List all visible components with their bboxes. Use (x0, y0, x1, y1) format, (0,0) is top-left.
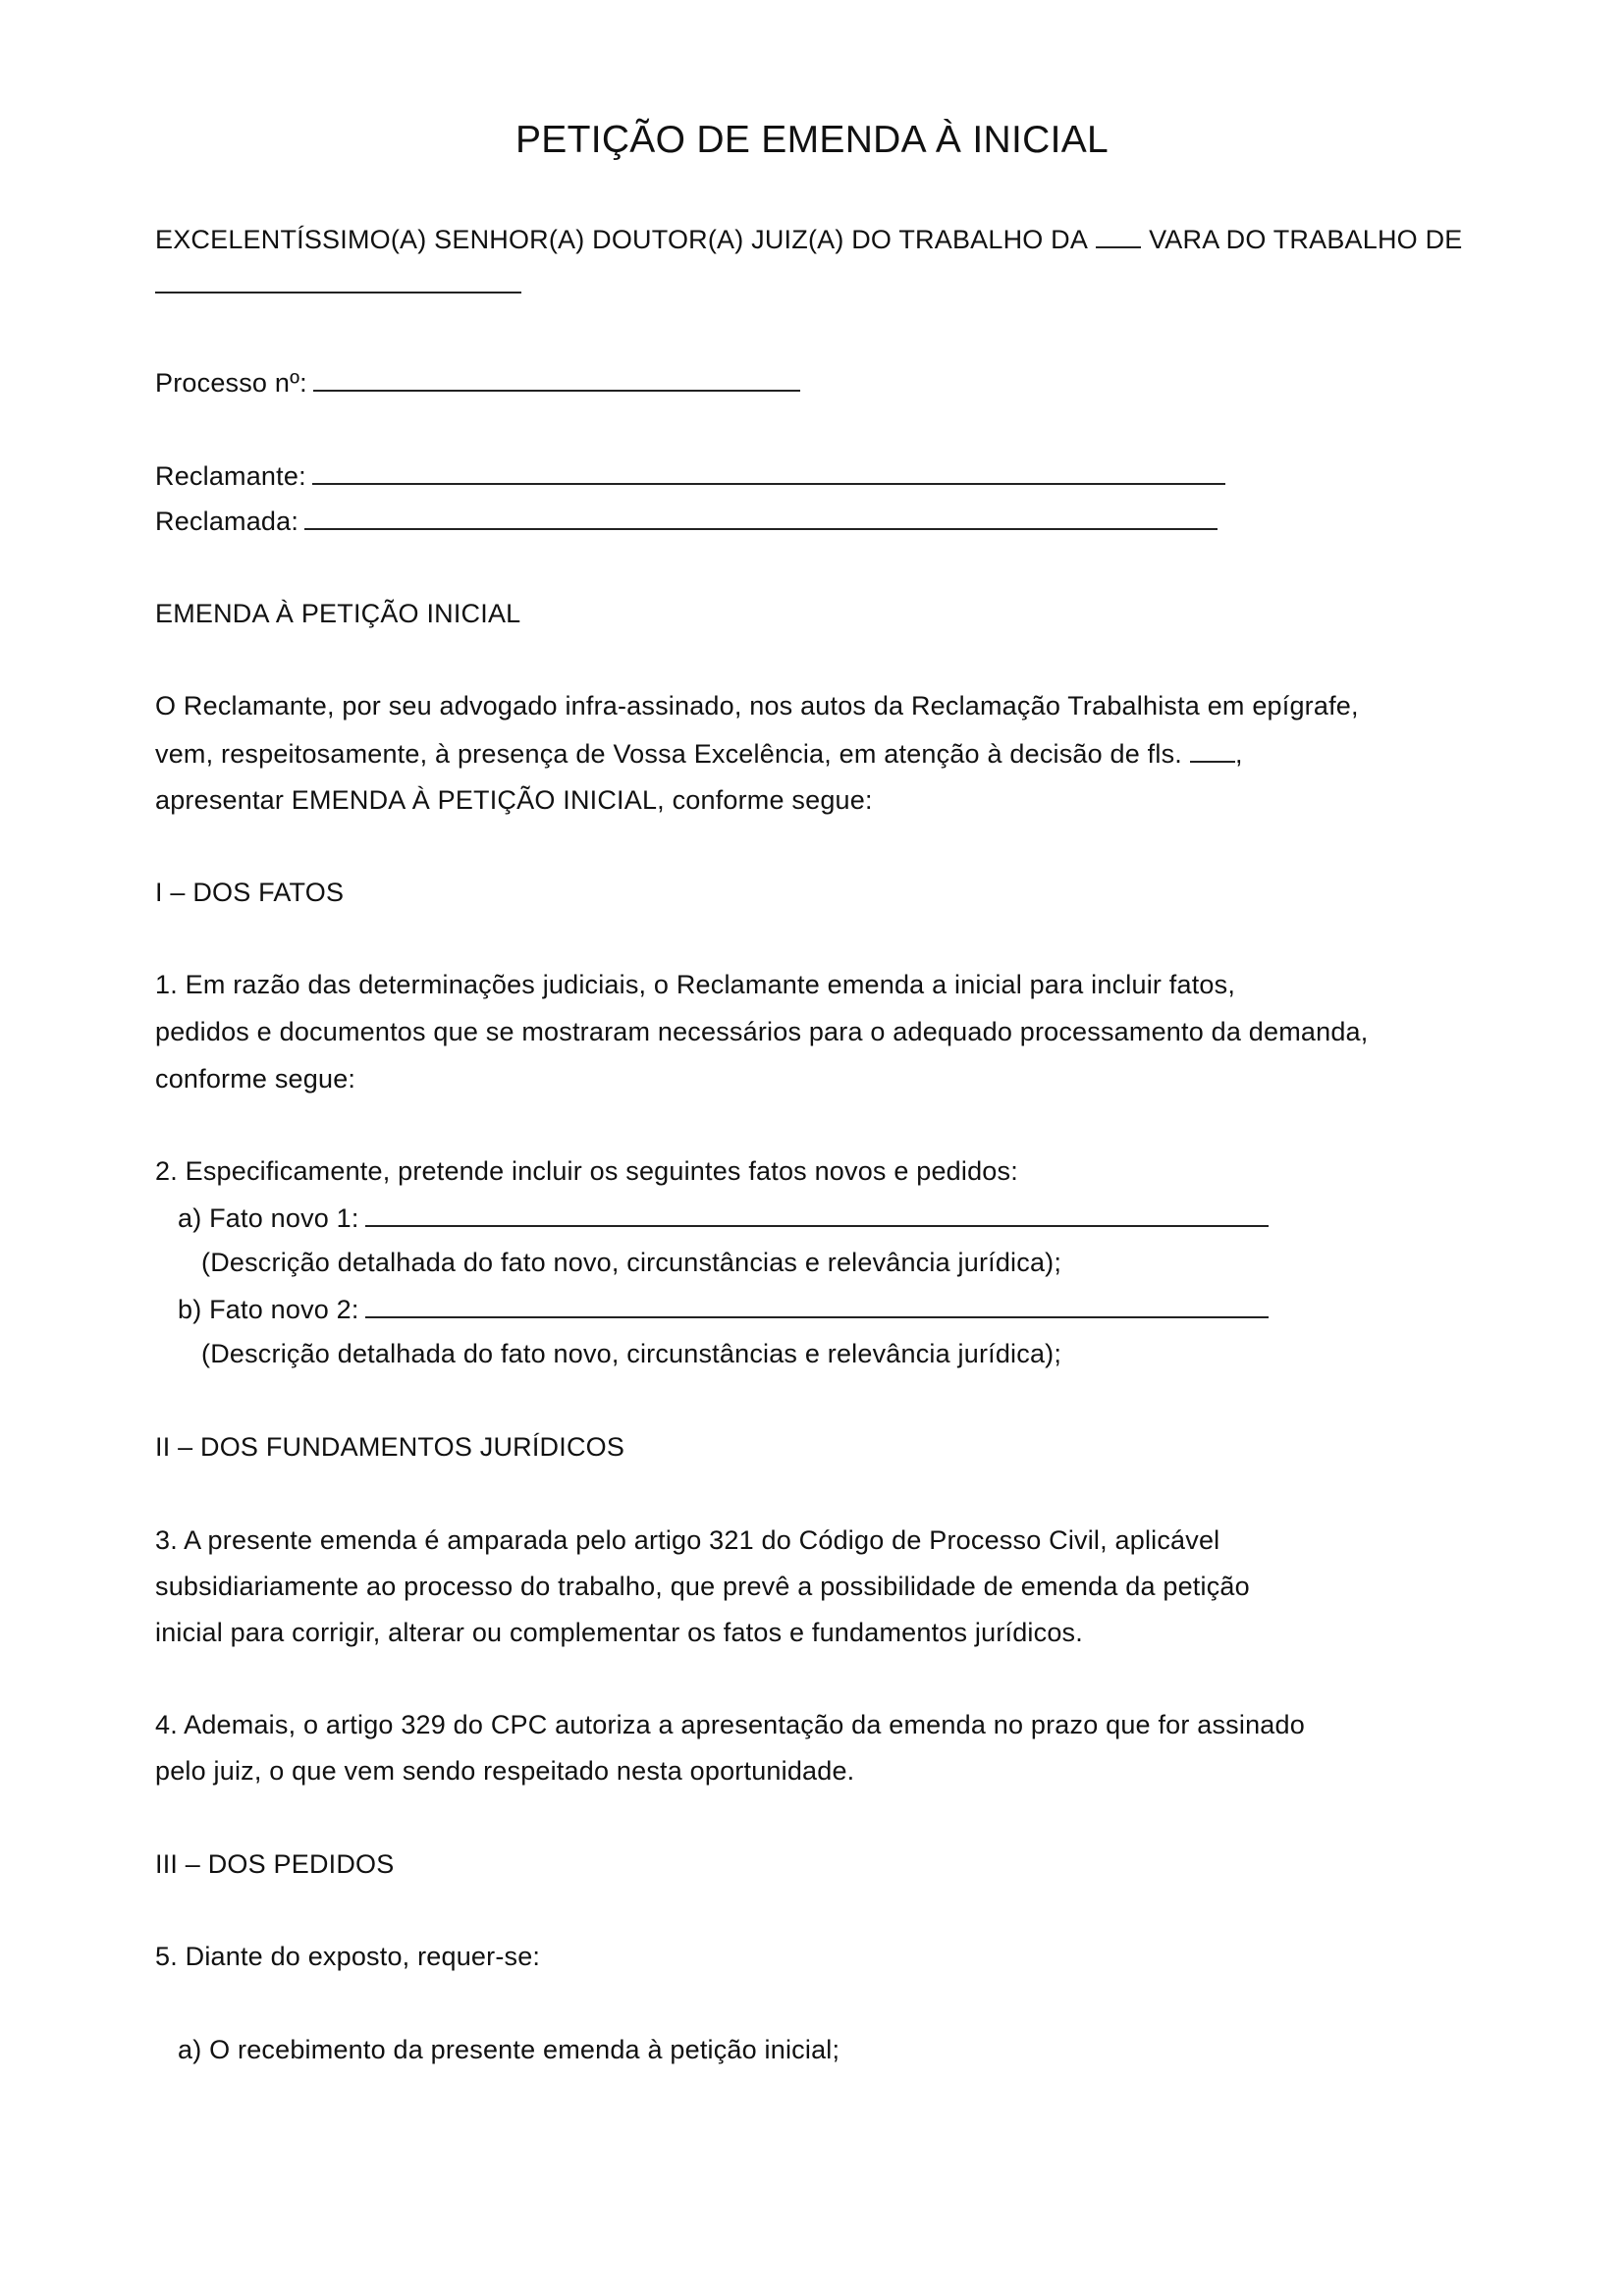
fact-b-blank (365, 1291, 1269, 1318)
request-a: a) O recebimento da presente emenda à petição inicial; (178, 2035, 840, 2064)
fact-a-label: a) Fato novo 1: (178, 1203, 359, 1233)
defendant-blank (304, 503, 1218, 530)
addressee-city-line (155, 266, 521, 302)
paragraph-1-line-1: 1. Em razão das determinações judiciais, o Reclamante emenda a inicial para incluir fatos, (155, 970, 1236, 999)
paragraph-3-line-2: subsidiariamente ao processo do trabalho, que prevê a possibilidade de emenda da petição (155, 1572, 1250, 1601)
fact-b-line (178, 1291, 1269, 1327)
fact-a-blank (365, 1200, 1269, 1227)
claimant-blank (312, 457, 1225, 485)
fact-b-label: b) Fato novo 2: (178, 1295, 359, 1324)
process-label: Processo nº: (155, 368, 307, 398)
paragraph-3-line-1: 3. A presente emenda é amparada pelo artigo 321 do Código de Processo Civil, aplicável (155, 1525, 1220, 1555)
fact-b-description: (Descrição detalhada do fato novo, circunstâncias e relevância jurídica); (201, 1339, 1062, 1368)
section-title-emenda: EMENDA À PETIÇÃO INICIAL (155, 599, 521, 628)
addressee-text-part1: EXCELENTÍSSIMO(A) SENHOR(A) DOUTOR(A) JUIZ(A) DO TRABALHO DA (155, 225, 1089, 254)
fact-a-line (178, 1200, 1269, 1236)
addressee-line (155, 221, 1462, 257)
paragraph-2-line-1: 2. Especificamente, pretende incluir os seguintes fatos novos e pedidos: (155, 1156, 1018, 1186)
paragraph-1-line-2: pedidos e documentos que se mostraram necessários para o adequado processamento da demanda, (155, 1017, 1369, 1046)
addressee-text-part2: VARA DO TRABALHO DE (1149, 225, 1463, 254)
paragraph-3-line-3: inicial para corrigir, alterar ou complementar os fatos e fundamentos jurídicos. (155, 1618, 1083, 1647)
paragraph-1-line-3: conforme segue: (155, 1064, 356, 1094)
vara-number-blank (1096, 221, 1141, 248)
section-1-title: I – DOS FATOS (155, 878, 345, 907)
claimant-label: Reclamante: (155, 461, 306, 491)
fact-a-description: (Descrição detalhada do fato novo, circunstâncias e relevância jurídica); (201, 1248, 1062, 1277)
intro-line-2-comma: , (1235, 739, 1243, 769)
intro-line-2-text: vem, respeitosamente, à presença de Vossa Excelência, em atenção à decisão de fls. (155, 739, 1182, 769)
paragraph-4-line-1: 4. Ademais, o artigo 329 do CPC autoriza a apresentação da emenda no prazo que for assinado (155, 1710, 1305, 1739)
claimant-line (155, 457, 1225, 494)
section-2-title: II – DOS FUNDAMENTOS JURÍDICOS (155, 1432, 625, 1462)
process-number-line (155, 364, 800, 400)
intro-line-2 (155, 735, 1243, 772)
intro-line-1: O Reclamante, por seu advogado infra-assinado, nos autos da Reclamação Trabalhista em epígrafe, (155, 691, 1359, 721)
section-3-title: III – DOS PEDIDOS (155, 1849, 395, 1879)
defendant-label: Reclamada: (155, 507, 299, 536)
document-title: PETIÇÃO DE EMENDA À INICIAL (514, 119, 1110, 161)
paragraph-5-line-1: 5. Diante do exposto, requer-se: (155, 1942, 541, 1971)
paragraph-4-line-2: pelo juiz, o que vem sendo respeitado nesta oportunidade. (155, 1756, 855, 1786)
vara-city-blank (155, 266, 521, 294)
intro-line-3: apresentar EMENDA À PETIÇÃO INICIAL, conforme segue: (155, 785, 873, 815)
process-number-blank (313, 364, 800, 392)
defendant-line (155, 503, 1218, 539)
fls-blank (1190, 735, 1235, 763)
